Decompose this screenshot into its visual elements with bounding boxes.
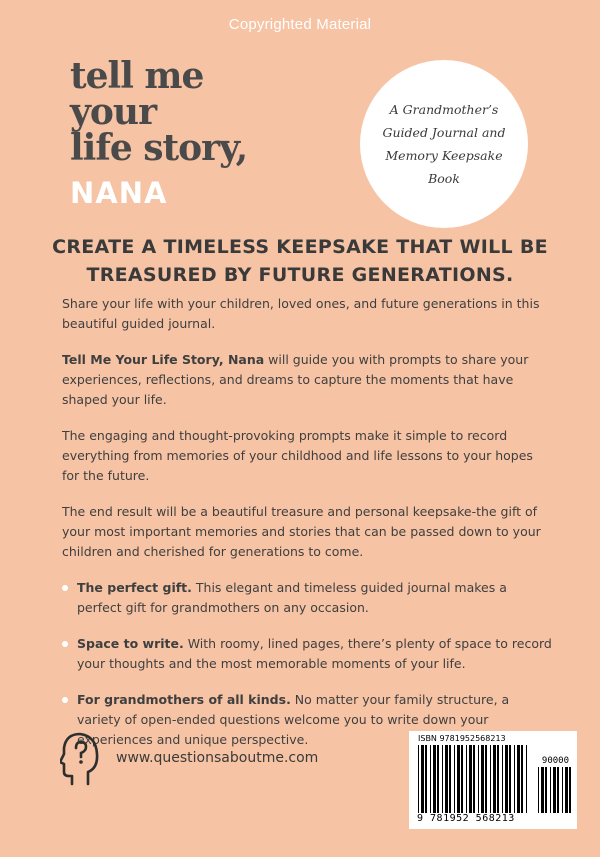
paragraph-1: Share your life with your children, loved ones, and future generations in this beautiful guided journal. bbox=[62, 296, 540, 331]
paragraph-2-text: will guide you with prompts to share your experiences, reflections, and dreams to capture the moments that have shaped your life. bbox=[62, 352, 529, 407]
price-code: 90000 bbox=[541, 756, 569, 766]
copyright-watermark: Copyrighted Material bbox=[228, 16, 372, 33]
isbn-digits: 9 781952 568213 bbox=[417, 813, 515, 824]
title-line-2: your bbox=[70, 91, 157, 133]
feature-title: For grandmothers of all kinds. bbox=[77, 692, 291, 707]
title-line-3: life story, bbox=[70, 127, 248, 169]
paragraph-2 bbox=[62, 350, 554, 410]
publisher-footer bbox=[60, 728, 318, 788]
headline: CREATE A TIMELESS KEEPSAKE THAT WILL BE TREASURED BY FUTURE GENERATIONS. bbox=[52, 236, 548, 286]
badge-line-1: A Grandmother’s bbox=[389, 102, 499, 117]
isbn-label: ISBN 9781952568213 bbox=[418, 734, 506, 743]
feature-item bbox=[62, 578, 554, 618]
feature-text: This elegant and timeless guided journal makes a perfect gift for grandmothers on any occasion. bbox=[77, 580, 507, 615]
paragraph-2-title: Tell Me Your Life Story, Nana bbox=[62, 352, 265, 367]
isbn-barcode bbox=[409, 731, 577, 829]
feature-list bbox=[62, 578, 554, 750]
paragraph-3: The engaging and thought-provoking prompts make it simple to record everything from memories of your childhood and life lessons to your hopes for the future. bbox=[62, 428, 533, 483]
feature-item bbox=[62, 634, 554, 674]
website-link: www.questionsaboutme.com bbox=[116, 750, 319, 766]
subtitle-badge bbox=[360, 60, 528, 228]
title-name: NANA bbox=[70, 176, 168, 210]
feature-text: With roomy, lined pages, there’s plenty of space to record your thoughts and the most memorable moments of your life. bbox=[77, 636, 552, 671]
feature-title: Space to write. bbox=[77, 636, 184, 651]
head-question-icon bbox=[60, 728, 100, 788]
book-title bbox=[70, 55, 248, 210]
badge-line-2: Guided Journal and bbox=[382, 125, 506, 140]
title-line-1: tell me bbox=[70, 55, 204, 97]
feature-text: No matter your family structure, a variety of open-ended questions welcome you to write down your experiences and unique perspective. bbox=[77, 692, 510, 747]
description bbox=[62, 294, 554, 766]
badge-line-4: Book bbox=[428, 171, 460, 186]
badge-line-3: Memory Keepsake bbox=[385, 148, 503, 163]
paragraph-4: The end result will be a beautiful treasure and personal keepsake-the gift of your most important memories and stories that can be passed down to your children and cherished for generations to come. bbox=[62, 504, 541, 559]
feature-title: The perfect gift. bbox=[77, 580, 192, 595]
